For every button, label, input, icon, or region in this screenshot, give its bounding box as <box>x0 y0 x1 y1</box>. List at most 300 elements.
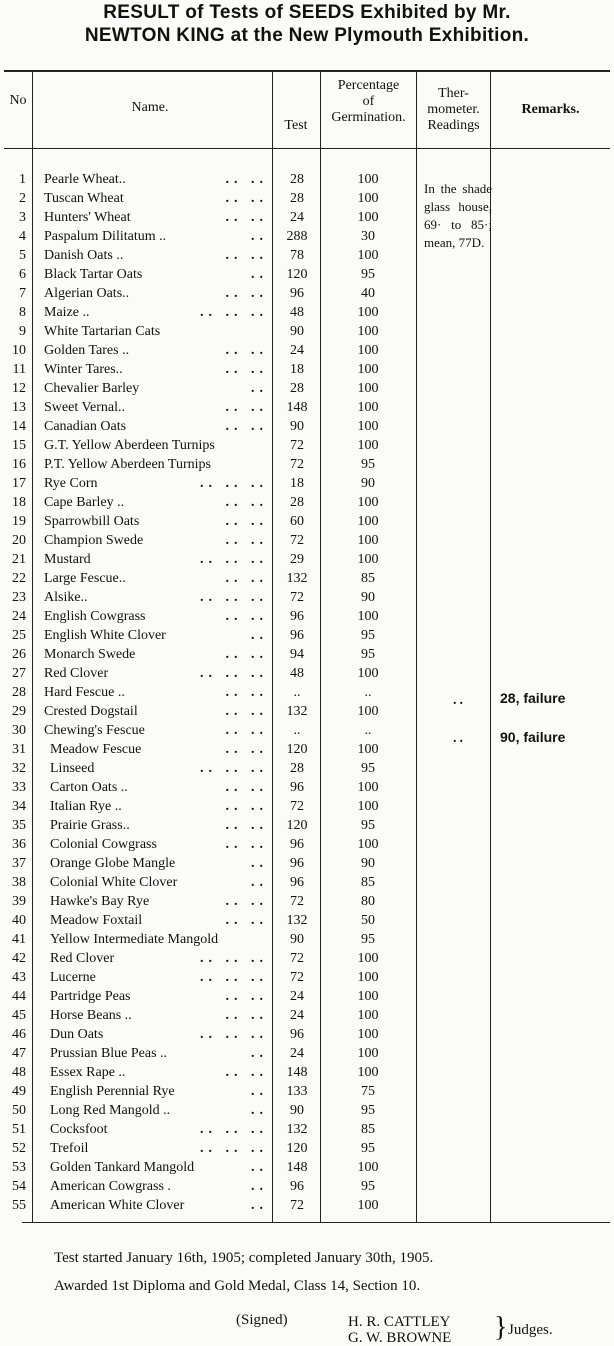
row-number: 35 <box>12 818 26 833</box>
germination-percent: 100 <box>357 305 379 320</box>
test-count: 48 <box>290 666 304 681</box>
test-count: 96 <box>290 286 304 301</box>
header-bottom-rule <box>4 148 610 149</box>
table-row <box>0 930 614 949</box>
table-row <box>0 531 614 550</box>
seed-name: G.T. Yellow Aberdeen Turnips <box>44 438 215 453</box>
row-number: 44 <box>12 989 26 1004</box>
header-test: Test <box>284 118 308 133</box>
germination-percent: 85 <box>361 571 375 586</box>
germination-percent: 95 <box>361 1141 375 1156</box>
seed-name: Yellow Intermediate Mangold <box>50 932 219 947</box>
test-count: 48 <box>290 305 304 320</box>
germination-percent: 95 <box>361 267 375 282</box>
leader-dots: .. .. <box>225 400 268 415</box>
seed-name: Large Fescue.. <box>44 571 126 586</box>
title-line-2: NEWTON KING at the New Plymouth Exhibition. <box>84 25 530 46</box>
germination-percent: 100 <box>357 210 379 225</box>
row-number: 7 <box>19 286 26 301</box>
leader-dots: .. .. <box>225 495 268 510</box>
germination-percent: 100 <box>357 1008 379 1023</box>
leader-dots: .. .. .. <box>200 666 268 681</box>
row-number: 42 <box>12 951 26 966</box>
row-number: 50 <box>12 1103 26 1118</box>
row-number: 39 <box>12 894 26 909</box>
seed-name: English White Clover <box>44 628 166 643</box>
row-number: 15 <box>12 438 26 453</box>
table-row <box>0 322 614 341</box>
test-count: 60 <box>290 514 304 529</box>
seed-name: Paspalum Dilitatum .. <box>44 229 167 244</box>
test-count: 132 <box>286 913 308 928</box>
test-count: 96 <box>290 609 304 624</box>
row-number: 8 <box>19 305 26 320</box>
row-number: 37 <box>12 856 26 871</box>
seed-name: American Cowgrass . <box>50 1179 171 1194</box>
leader-dots: .. <box>251 628 268 643</box>
row-number: 1 <box>19 172 26 187</box>
seed-name: Crested Dogstail <box>44 704 138 719</box>
test-count: 120 <box>286 742 308 757</box>
leader-dots: .. .. <box>225 343 268 358</box>
germination-percent: 100 <box>357 514 379 529</box>
test-count: 28 <box>290 172 304 187</box>
header-thermometer-line-2: mometer. <box>427 102 480 117</box>
thermometer-dots-row-31: .. <box>453 731 466 746</box>
leader-dots: .. .. <box>225 1008 268 1023</box>
table-row <box>0 569 614 588</box>
test-count: 288 <box>286 229 308 244</box>
seed-name: Horse Beans .. <box>50 1008 132 1023</box>
germination-percent: 100 <box>357 172 379 187</box>
seed-name: Prussian Blue Peas .. <box>50 1046 168 1061</box>
seed-name: Hawke's Bay Rye <box>50 894 150 909</box>
table-row <box>0 360 614 379</box>
test-count: 133 <box>286 1084 308 1099</box>
row-number: 55 <box>12 1198 26 1213</box>
germination-percent: 95 <box>361 1103 375 1118</box>
leader-dots: .. <box>251 856 268 871</box>
test-count: 148 <box>286 1160 308 1175</box>
seed-name: Hard Fescue .. <box>44 685 125 700</box>
germination-percent: 95 <box>361 1179 375 1194</box>
table-bottom-rule <box>22 1222 610 1223</box>
test-count: 90 <box>290 419 304 434</box>
test-count: 72 <box>290 590 304 605</box>
leader-dots: .. .. <box>225 780 268 795</box>
leader-dots: .. .. <box>225 704 268 719</box>
row-number: 26 <box>12 647 26 662</box>
row-number: 9 <box>19 324 26 339</box>
test-count: 132 <box>286 1122 308 1137</box>
germination-percent: 95 <box>361 818 375 833</box>
table-row <box>0 607 614 626</box>
germination-percent: 100 <box>357 1065 379 1080</box>
table-row <box>0 550 614 569</box>
test-count: 132 <box>286 704 308 719</box>
germination-percent: 40 <box>361 286 375 301</box>
test-count: 96 <box>290 875 304 890</box>
leader-dots: .. .. <box>225 248 268 263</box>
table-row <box>0 1120 614 1139</box>
leader-dots: .. .. <box>225 894 268 909</box>
seed-name: Italian Rye .. <box>50 799 122 814</box>
table-row <box>0 797 614 816</box>
seed-name: Essex Rape .. <box>50 1065 126 1080</box>
seed-name: Algerian Oats.. <box>44 286 130 301</box>
leader-dots: .. .. .. <box>200 552 268 567</box>
leader-dots: .. .. .. <box>200 1141 268 1156</box>
table-row <box>0 968 614 987</box>
seed-name: English Perennial Rye <box>50 1084 175 1099</box>
seed-name: Meadow Fescue <box>50 742 142 757</box>
row-number: 13 <box>12 400 26 415</box>
row-number: 36 <box>12 837 26 852</box>
germination-percent: 100 <box>357 400 379 415</box>
test-count: 72 <box>290 533 304 548</box>
seed-name: Alsike.. <box>44 590 88 605</box>
footer-test-dates: Test started January 16th, 1905; completed January 30th, 1905. <box>54 1250 434 1266</box>
germination-percent: 95 <box>361 647 375 662</box>
germination-percent: 100 <box>357 248 379 263</box>
row-number: 18 <box>12 495 26 510</box>
table-row <box>0 778 614 797</box>
leader-dots: .. .. <box>225 685 268 700</box>
leader-dots: .. .. .. <box>200 1122 268 1137</box>
germination-percent: 95 <box>361 761 375 776</box>
leader-dots: .. <box>251 1046 268 1061</box>
leader-dots: .. .. <box>225 609 268 624</box>
seed-name: American White Clover <box>50 1198 185 1213</box>
test-count: 78 <box>290 248 304 263</box>
germination-percent: 100 <box>357 362 379 377</box>
seed-name: Golden Tares .. <box>44 343 130 358</box>
table-row <box>0 474 614 493</box>
germination-percent: 100 <box>357 1198 379 1213</box>
row-number: 30 <box>12 723 26 738</box>
test-count: 28 <box>290 191 304 206</box>
seed-name: Golden Tankard Mangold <box>50 1160 195 1175</box>
table-row <box>0 588 614 607</box>
thermometer-dots-row-29: .. <box>453 693 466 708</box>
test-count: 24 <box>290 1046 304 1061</box>
leader-dots: .. .. <box>225 742 268 757</box>
leader-dots: .. .. <box>225 571 268 586</box>
leader-dots: .. .. <box>225 989 268 1004</box>
leader-dots: .. .. <box>225 913 268 928</box>
leader-dots: .. <box>251 875 268 890</box>
table-row <box>0 1101 614 1120</box>
table-row <box>0 227 614 246</box>
row-number: 32 <box>12 761 26 776</box>
table-row <box>0 911 614 930</box>
seed-name: Canadian Oats <box>44 419 127 434</box>
test-count: 29 <box>290 552 304 567</box>
germination-percent: .. <box>364 685 372 700</box>
table-row <box>0 1177 614 1196</box>
row-number: 29 <box>12 704 26 719</box>
row-number: 34 <box>12 799 26 814</box>
leader-dots: .. <box>251 1160 268 1175</box>
table-row <box>0 1158 614 1177</box>
leader-dots: .. .. .. <box>200 970 268 985</box>
seed-name: Rye Corn <box>44 476 98 491</box>
leader-dots: .. .. <box>225 723 268 738</box>
table-row <box>0 892 614 911</box>
leader-dots: .. <box>251 1103 268 1118</box>
seed-name: Linseed <box>50 761 95 776</box>
seed-name: Winter Tares.. <box>44 362 123 377</box>
footer-signed: (Signed) <box>236 1312 288 1328</box>
row-number: 3 <box>19 210 26 225</box>
remark-row-31: 90, failure <box>500 729 566 745</box>
thermometer-note: In the shade glass house, 69· to 85·; mean, 77D. <box>424 181 492 250</box>
seed-name: Champion Swede <box>44 533 144 548</box>
germination-percent: 50 <box>361 913 375 928</box>
row-number: 51 <box>12 1122 26 1137</box>
leader-dots: .. <box>251 1198 268 1213</box>
test-count: 72 <box>290 951 304 966</box>
germination-percent: 100 <box>357 191 379 206</box>
test-count: 24 <box>290 1008 304 1023</box>
germination-percent: 85 <box>361 875 375 890</box>
seed-name: Lucerne <box>50 970 96 985</box>
germination-percent: 100 <box>357 742 379 757</box>
seed-name: Red Clover <box>44 666 109 681</box>
header-germination <box>321 78 416 126</box>
table-row <box>0 1063 614 1082</box>
seed-name: Cocksfoot <box>50 1122 108 1137</box>
test-count: 96 <box>290 1027 304 1042</box>
seed-name: Chevalier Barley <box>44 381 140 396</box>
row-number: 20 <box>12 533 26 548</box>
table-row <box>0 645 614 664</box>
table-row <box>0 664 614 683</box>
germination-percent: 100 <box>357 666 379 681</box>
row-number: 22 <box>12 571 26 586</box>
table-row <box>0 854 614 873</box>
row-number: 5 <box>19 248 26 263</box>
table-row <box>0 436 614 455</box>
leader-dots: .. <box>251 229 268 244</box>
seed-name: Cape Barley .. <box>44 495 125 510</box>
remark-row-29: 28, failure <box>500 690 566 706</box>
germination-percent: 100 <box>357 1027 379 1042</box>
row-number: 4 <box>19 229 26 244</box>
leader-dots: .. <box>251 381 268 396</box>
row-number: 12 <box>12 381 26 396</box>
header-name: Name. <box>131 100 169 115</box>
table-row <box>0 512 614 531</box>
test-count: 90 <box>290 324 304 339</box>
table-row <box>0 626 614 645</box>
table-row <box>0 816 614 835</box>
judges-label: Judges. <box>508 1322 553 1338</box>
row-number: 27 <box>12 666 26 681</box>
table-row <box>0 873 614 892</box>
germination-percent: 100 <box>357 533 379 548</box>
germination-percent: 100 <box>357 704 379 719</box>
leader-dots: .. .. .. <box>200 590 268 605</box>
row-number: 24 <box>12 609 26 624</box>
germination-percent: 85 <box>361 1122 375 1137</box>
leader-dots: .. .. <box>225 799 268 814</box>
table-row <box>0 189 614 208</box>
seed-name: Trefoil <box>50 1141 89 1156</box>
table-row <box>0 987 614 1006</box>
header-germination-line-1: Percentage <box>337 78 400 93</box>
leader-dots: .. .. <box>225 837 268 852</box>
table-row <box>0 1196 614 1215</box>
germination-percent: 95 <box>361 457 375 472</box>
table-row <box>0 208 614 227</box>
seed-name: Maize .. <box>44 305 90 320</box>
germination-percent: 80 <box>361 894 375 909</box>
seed-name: Tuscan Wheat <box>44 191 124 206</box>
seed-name: Danish Oats .. <box>44 248 124 263</box>
footer-award: Awarded 1st Diploma and Gold Medal, Class 14, Section 10. <box>54 1278 421 1294</box>
row-number: 46 <box>12 1027 26 1042</box>
seed-name: Red Clover <box>50 951 115 966</box>
row-number: 53 <box>12 1160 26 1175</box>
leader-dots: .. .. <box>225 818 268 833</box>
test-count: 72 <box>290 1198 304 1213</box>
germination-percent: 90 <box>361 590 375 605</box>
header-germination-line-3: Germination. <box>331 110 406 125</box>
germination-percent: 100 <box>357 1046 379 1061</box>
test-count: .. <box>293 685 301 700</box>
test-count: 90 <box>290 1103 304 1118</box>
header-no: No <box>9 93 27 108</box>
test-count: 72 <box>290 799 304 814</box>
seed-name: English Cowgrass <box>44 609 146 624</box>
seed-name: Sweet Vernal.. <box>44 400 125 415</box>
test-count: 72 <box>290 970 304 985</box>
row-number: 49 <box>12 1084 26 1099</box>
row-number: 25 <box>12 628 26 643</box>
row-number: 47 <box>12 1046 26 1061</box>
seed-name: Meadow Foxtail <box>50 913 143 928</box>
germination-percent: 90 <box>361 856 375 871</box>
test-count: 90 <box>290 932 304 947</box>
header-thermometer <box>417 86 490 134</box>
seed-name: Black Tartar Oats <box>44 267 143 282</box>
germination-percent: 100 <box>357 970 379 985</box>
seed-name: Orange Globe Mangle <box>50 856 176 871</box>
leader-dots: .. .. <box>225 647 268 662</box>
judge-2: G. W. BROWNE <box>348 1330 452 1346</box>
test-count: 148 <box>286 400 308 415</box>
seed-name: Colonial White Clover <box>50 875 178 890</box>
test-count: 120 <box>286 1141 308 1156</box>
table-row <box>0 835 614 854</box>
header-germination-line-2: of <box>362 94 375 109</box>
germination-percent: 95 <box>361 932 375 947</box>
germination-percent: 100 <box>357 419 379 434</box>
seed-name: Sparrowbill Oats <box>44 514 140 529</box>
test-count: 120 <box>286 267 308 282</box>
test-count: 94 <box>290 647 304 662</box>
table-row <box>0 1006 614 1025</box>
germination-percent: 30 <box>361 229 375 244</box>
germination-percent: 100 <box>357 1160 379 1175</box>
leader-dots: .. .. .. <box>200 305 268 320</box>
test-count: 24 <box>290 210 304 225</box>
table-row <box>0 1025 614 1044</box>
leader-dots: .. .. <box>225 419 268 434</box>
row-number: 52 <box>12 1141 26 1156</box>
leader-dots: .. <box>251 1084 268 1099</box>
row-number: 33 <box>12 780 26 795</box>
germination-percent: 100 <box>357 381 379 396</box>
table-row <box>0 284 614 303</box>
table-row <box>0 341 614 360</box>
leader-dots: .. .. .. <box>200 951 268 966</box>
seed-name: Dun Oats <box>50 1027 104 1042</box>
test-count: 24 <box>290 989 304 1004</box>
judges-brace: } <box>494 1312 508 1343</box>
test-count: 72 <box>290 457 304 472</box>
germination-percent: 100 <box>357 495 379 510</box>
row-number: 43 <box>12 970 26 985</box>
test-count: 72 <box>290 894 304 909</box>
leader-dots: .. .. <box>225 362 268 377</box>
leader-dots: .. .. .. <box>200 1027 268 1042</box>
germination-percent: 100 <box>357 609 379 624</box>
test-count: 18 <box>290 362 304 377</box>
test-count: 18 <box>290 476 304 491</box>
row-number: 2 <box>19 191 26 206</box>
test-count: 96 <box>290 856 304 871</box>
row-number: 28 <box>12 685 26 700</box>
leader-dots: .. .. <box>225 172 268 187</box>
leader-dots: .. .. <box>225 533 268 548</box>
header-thermometer-line-1: Ther- <box>438 86 469 101</box>
seed-name: Prairie Grass.. <box>50 818 130 833</box>
test-count: 96 <box>290 780 304 795</box>
germination-percent: 75 <box>361 1084 375 1099</box>
germination-percent: 100 <box>357 989 379 1004</box>
test-count: 24 <box>290 343 304 358</box>
leader-dots: .. .. <box>225 286 268 301</box>
table-row <box>0 949 614 968</box>
test-count: 28 <box>290 495 304 510</box>
table-row <box>0 1082 614 1101</box>
table-row <box>0 303 614 322</box>
germination-percent: 100 <box>357 780 379 795</box>
leader-dots: .. .. <box>225 1065 268 1080</box>
table-row <box>0 493 614 512</box>
row-number: 40 <box>12 913 26 928</box>
test-count: 72 <box>290 438 304 453</box>
germination-percent: 100 <box>357 799 379 814</box>
seed-name: Long Red Mangold .. <box>50 1103 171 1118</box>
row-number: 21 <box>12 552 26 567</box>
seed-name: Partridge Peas <box>50 989 131 1004</box>
table-row <box>0 1044 614 1063</box>
table-row <box>0 455 614 474</box>
test-count: .. <box>293 723 301 738</box>
row-number: 23 <box>12 590 26 605</box>
table-row <box>0 759 614 778</box>
header-remarks: Remarks. <box>521 102 580 117</box>
table-row <box>0 398 614 417</box>
table-row <box>0 417 614 436</box>
row-number: 16 <box>12 457 26 472</box>
leader-dots: .. <box>251 1179 268 1194</box>
row-number: 17 <box>12 476 26 491</box>
test-count: 120 <box>286 818 308 833</box>
